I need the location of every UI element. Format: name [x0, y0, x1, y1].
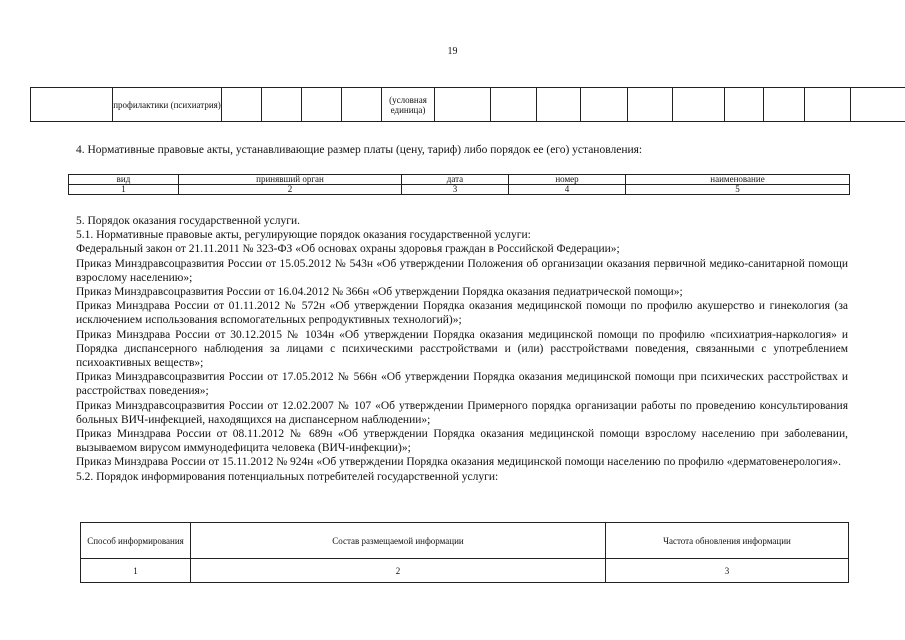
table-cell: профилактики (психиатрия): [113, 88, 222, 122]
table-cell: 2: [179, 185, 402, 195]
legal-act: Приказ Минздравсоцразвития России от 16.04.2012 № 366н «Об утверждении Порядка оказания педиатрической помощи»;: [76, 286, 683, 299]
table-cell: [851, 88, 905, 122]
table-cell: 1: [69, 185, 179, 195]
section-5-heading: 5. Порядок оказания государственной услуги.: [76, 215, 300, 227]
section-5-1-heading: 5.1. Нормативные правовые акты, регулирующие порядок оказания государственной услуги:: [76, 229, 531, 242]
table-header-row: [81, 523, 849, 559]
legal-act: Приказ Минздравсоцразвития России от 12.02.2007 № 107 «Об утверждении Примерного порядка организации работы по проведению консультирования больных ВИЧ-инфекцией, находящихся на диспансерном наблюдении»;: [76, 399, 848, 426]
table-cell: [581, 88, 628, 122]
header-content: Состав размещаемой информации: [191, 523, 606, 559]
legal-act: Федеральный закон от 21.11.2011 № 323-ФЗ «Об основах охраны здоровья граждан в Российской Федерации»;: [76, 243, 620, 256]
legal-act: Приказ Минздрава России от 08.11.2012 № 689н «Об утверждении Порядка оказания медицинской помощи взрослому населению при заболевании, вызываемом вирусом иммунодефицита человека (ВИЧ-инфекции)»;: [76, 428, 848, 455]
legal-act: Приказ Минздравсоцразвития России от 17.05.2012 № 566н «Об утверждении Порядка оказания медицинской помощи при психических расстройствах и расстройствах поведения»;: [76, 371, 848, 398]
table-cell: [673, 88, 725, 122]
table-cell: [805, 88, 851, 122]
table-cell: 1: [81, 559, 191, 583]
table-cell: 4: [509, 185, 626, 195]
header-type: вид: [69, 175, 179, 185]
table-cell: 3: [402, 185, 509, 195]
table-cell: [222, 88, 262, 122]
table-cell: [435, 88, 491, 122]
table-cell: [491, 88, 537, 122]
header-name: наименование: [626, 175, 850, 185]
header-date: дата: [402, 175, 509, 185]
tariff-acts-table: [68, 174, 850, 195]
legal-act: Приказ Минздрава России от 15.11.2012 № 924н «Об утверждении Порядка оказания медицинской помощи населению по профилю «дерматовенерология».: [76, 456, 841, 469]
table-cell: [537, 88, 581, 122]
page-number: 19: [447, 46, 458, 57]
informing-table: [80, 522, 849, 583]
table-row: [31, 88, 905, 122]
header-authority: принявший орган: [179, 175, 402, 185]
table-cell: [342, 88, 382, 122]
legal-act: Приказ Минздрава России от 01.11.2012 № 572н «Об утверждении Порядка оказания медицинской помощи по профилю акушерство и гинекология (за исключением использования вспомогательных репродуктивных технологий)»;: [76, 300, 848, 327]
table-cell: [31, 88, 113, 122]
table-cell: [628, 88, 673, 122]
table-row: [69, 185, 850, 195]
table-cell: 5: [626, 185, 850, 195]
section-4-heading: 4. Нормативные правовые акты, устанавливающие размер платы (цену, тариф) либо порядок ее (его) установления:: [76, 144, 643, 156]
table-cell: 2: [191, 559, 606, 583]
table-cell: [262, 88, 302, 122]
legal-act: Приказ Минздравсоцразвития России от 15.05.2012 № 543н «Об утверждении Положения об организации оказания первичной медико-санитарной помощи взрослому населению»;: [76, 257, 848, 284]
table-header-row: [69, 175, 850, 185]
continued-table: [30, 87, 905, 122]
header-frequency: Частота обновления информации: [606, 523, 849, 559]
section-5-2-heading: 5.2. Порядок информирования потенциальных потребителей государственной услуги:: [76, 470, 499, 483]
header-method: Способ информирования: [81, 523, 191, 559]
table-cell: (условная единица): [382, 88, 435, 122]
section-5-body: [76, 214, 848, 484]
table-cell: 3: [606, 559, 849, 583]
table-cell: [725, 88, 764, 122]
table-cell: [764, 88, 805, 122]
legal-act: Приказ Минздрава России от 30.12.2015 № 1034н «Об утверждении Порядка оказания медицинской помощи по профилю «психиатрия-наркология» и Порядка диспансерного наблюдения за лицами с психическими расстройствами и (или) расстройствами поведения, связанными с употреблением психоактивных веществ»;: [76, 328, 848, 370]
header-number: номер: [509, 175, 626, 185]
table-cell: [302, 88, 342, 122]
table-row: [81, 559, 849, 583]
